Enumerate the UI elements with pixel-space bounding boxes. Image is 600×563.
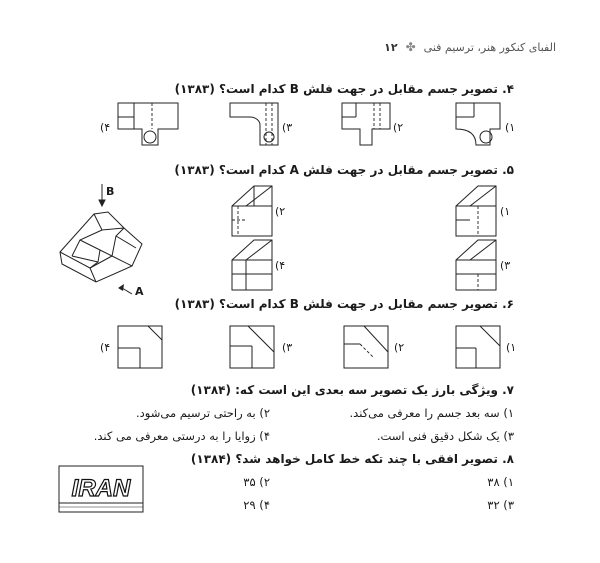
- q8-option-3[interactable]: ۳) ۳۲: [487, 498, 514, 512]
- q4-option-1-label[interactable]: ۱): [505, 121, 516, 134]
- q4-option-4-figure: [118, 103, 178, 145]
- question-5: ۵. تصویر جسم مقابل در جهت فلش A کدام است؟ (۱۳۸۳): [174, 163, 514, 177]
- q6-option-1-label[interactable]: ۱): [506, 341, 517, 354]
- q4-option-3-label[interactable]: ۳): [282, 121, 293, 134]
- q4-option-4-label[interactable]: ۴): [100, 121, 111, 134]
- q8-option-2[interactable]: ۲) ۳۵: [243, 475, 270, 489]
- q8-option-1[interactable]: ۱) ۳۸: [487, 475, 514, 489]
- q4-option-2-label[interactable]: ۲): [393, 121, 404, 134]
- q5-option-3-label[interactable]: ۳): [500, 259, 511, 272]
- question-7: ۷. ویژگی بارز یک تصویر سه بعدی این است که: (۱۳۸۴): [190, 383, 514, 397]
- q7-option-3[interactable]: ۳) یک شکل دقیق فنی است.: [376, 429, 514, 443]
- q6-option-4-figure: [118, 326, 162, 368]
- question-8: ۸. تصویر افقی با چند تکه خط کامل خواهد شد؟ (۱۳۸۴): [190, 452, 514, 466]
- q6-option-4-label[interactable]: ۴): [100, 341, 111, 354]
- question-6: ۶. تصویر جسم مقابل در جهت فلش B کدام است؟ (۱۳۸۳): [174, 297, 514, 311]
- q6-option-1-figure: [456, 326, 500, 368]
- q6-option-3-label[interactable]: ۳): [282, 341, 293, 354]
- iran-logo: [58, 465, 144, 513]
- q5-option-2-figure: [232, 186, 272, 236]
- logo-text: IRAN: [71, 475, 131, 502]
- q5-option-4-figure: [232, 240, 272, 290]
- arrow-b-label: B: [106, 185, 115, 198]
- q5-option-2-label[interactable]: ۲): [275, 205, 286, 218]
- q6-option-2-label[interactable]: ۲): [394, 341, 405, 354]
- q5-option-1-label[interactable]: ۱): [500, 205, 511, 218]
- q7-option-4[interactable]: ۴) زوایا را به درستی معرفی می کند.: [93, 429, 270, 443]
- book-title: الفبای کنکور هنر، ترسیم فنی: [423, 40, 556, 54]
- q5-option-3-figure: [456, 240, 496, 290]
- q5-option-1-figure: [456, 186, 496, 236]
- q6-option-2-figure: [344, 326, 388, 368]
- q6-option-3-figure: [230, 326, 274, 368]
- ornament-icon: ✤: [405, 40, 416, 54]
- q7-option-1[interactable]: ۱) سه بعد جسم را معرفی می‌کند.: [349, 406, 514, 420]
- q4-option-3-figure: [230, 103, 278, 145]
- page-number: ۱۲: [384, 40, 398, 54]
- q4-option-2-figure: [342, 103, 390, 145]
- arrow-a-label: A: [135, 285, 144, 298]
- page-header: [384, 40, 556, 54]
- q8-option-4[interactable]: ۴) ۲۹: [243, 498, 270, 512]
- question-4: ۴. تصویر جسم مقابل در جهت فلش B کدام است؟ (۱۳۸۳): [174, 82, 514, 96]
- q7-option-2[interactable]: ۲) به راحتی ترسیم می‌شود.: [136, 406, 270, 420]
- q5-figures: [0, 180, 600, 300]
- q4-option-1-figure: [456, 103, 500, 145]
- q5-option-4-label[interactable]: ۴): [275, 259, 286, 272]
